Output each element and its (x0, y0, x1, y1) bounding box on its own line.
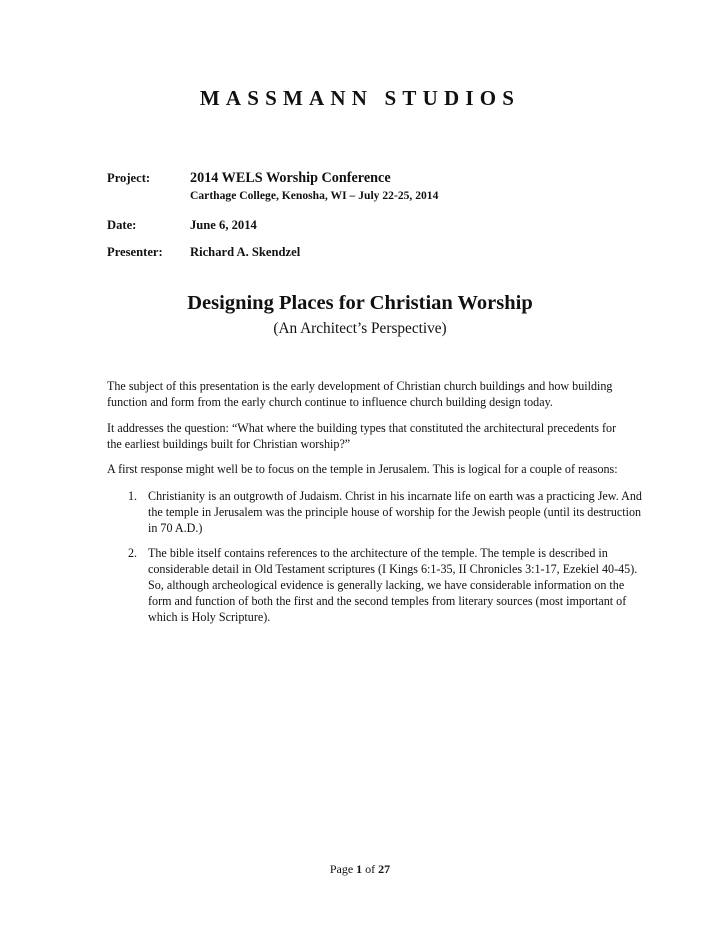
page-footer (0, 862, 720, 877)
current-page-number: 1 (356, 862, 363, 876)
document-subtitle: (An Architect’s Perspective) (273, 320, 447, 337)
total-pages-number: 27 (378, 862, 391, 876)
studio-name-heading: MASSMANN STUDIOS (199, 86, 521, 110)
list-item-text: Christianity is an outgrowth of Judaism. Christ in his incarnate life on earth was a practicing Jew. And the temple in Jerusalem was the principle house of worship for the Jewish people (until its destruction in 70 A.D.) (148, 489, 642, 535)
project-label: Project: (107, 171, 151, 185)
question-paragraph: It addresses the question: “What where the building types that constituted the architectural precedents for the earliest buildings built for Christian worship?” (107, 421, 617, 451)
response-paragraph: A first response might well be to focus on the temple in Jerusalem. This is logical for a couple of reasons: (107, 462, 618, 476)
date-value: June 6, 2014 (190, 218, 257, 232)
page-prefix: Page (329, 862, 357, 876)
project-value: 2014 WELS Worship Conference (190, 170, 391, 186)
project-detail: Carthage College, Kenosha, WI – July 22-25, 2014 (190, 189, 439, 202)
page-of-text: of (362, 862, 379, 876)
presenter-label: Presenter: (107, 245, 163, 259)
date-label: Date: (107, 218, 137, 232)
presenter-value: Richard A. Skendzel (190, 245, 301, 259)
list-item-number: 2. (128, 546, 138, 560)
list-item-number: 1. (128, 489, 138, 503)
intro-paragraph: The subject of this presentation is the early development of Christian church buildings and how building function and form from the early church continue to influence church building design today. (107, 379, 613, 409)
list-item-text: The bible itself contains references to the architecture of the temple. The temple is described in considerable detail in Old Testament scriptures (I Kings 6:1-35, II Chronicles 3:1-17, Ezekiel 40-45). So, although archeological evidence is generally lacking, we have considerable information on the form and function of both the first and the second temples from literary sources (most important of which is Holy Scripture). (148, 546, 638, 624)
document-title: Designing Places for Christian Worship (187, 292, 533, 314)
